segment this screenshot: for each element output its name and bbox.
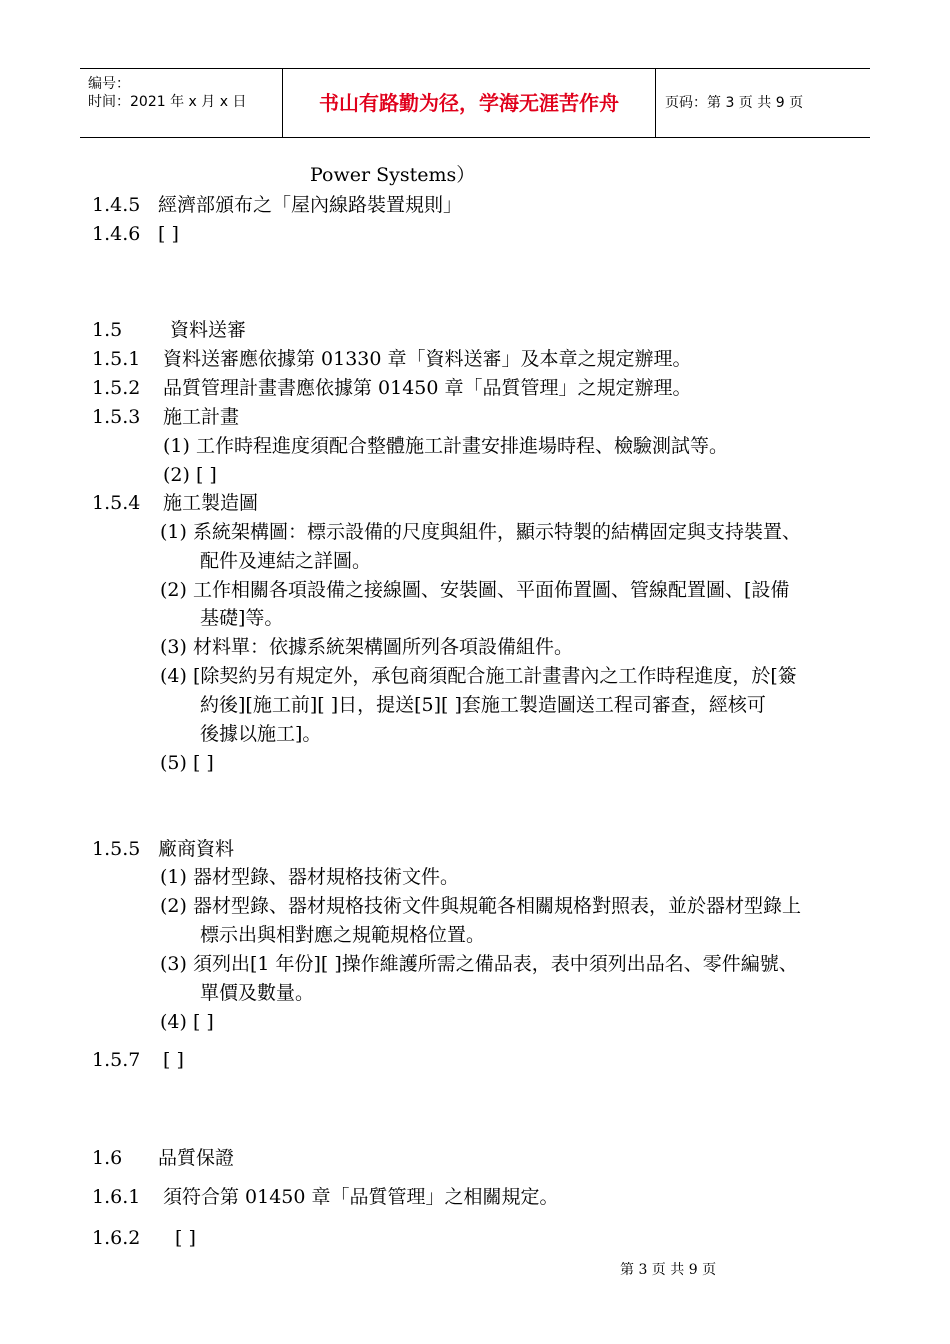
list-item-continued: 後據以施工]。 xyxy=(200,723,322,745)
section-number: 1.5.2 xyxy=(92,377,141,399)
text-line: 經濟部頒布之「屋內線路裝置規則」 xyxy=(158,194,463,216)
list-item: (2) 器材型錄、器材規格技術文件與規範各相關規格對照表，並於器材型錄上 xyxy=(160,895,801,917)
list-item-continued: 基礎]等。 xyxy=(200,607,284,629)
section-number: 1.5.7 xyxy=(92,1049,141,1071)
section-number: 1.4.5 xyxy=(92,194,141,216)
section-number: 1.6.1 xyxy=(92,1186,141,1208)
section-number: 1.4.6 xyxy=(92,223,141,245)
page-header xyxy=(80,68,870,138)
list-item: (2) 工作相關各項設備之接線圖、安裝圖、平面佈置圖、管線配置圖、[設備 xyxy=(160,579,790,601)
list-item-continued: 配件及連結之詳圖。 xyxy=(200,550,372,572)
list-item: (2) [ ] xyxy=(163,464,217,486)
list-item-continued: 約後][施工前][ ]日，提送[5][ ]套施工製造圖送工程司審查，經核可 xyxy=(200,694,766,716)
text-line: 施工製造圖 xyxy=(163,492,259,514)
text-line: Power Systems） xyxy=(310,164,476,186)
text-line: 須符合第 01450 章「品質管理」之相關規定。 xyxy=(163,1186,559,1208)
list-item: (3) 材料單：依據系統架構圖所列各項設備組件。 xyxy=(160,636,573,658)
list-item: (1) 器材型錄、器材規格技術文件。 xyxy=(160,866,459,888)
section-number: 1.5.3 xyxy=(92,406,141,428)
page-footer: 第 3 页 共 9 页 xyxy=(620,1262,717,1278)
text-line: 施工計畫 xyxy=(163,406,240,428)
header-info-cell xyxy=(80,69,283,137)
date-label: 时间：2021 年 x 月 x 日 xyxy=(88,94,247,110)
section-number: 1.5.4 xyxy=(92,492,141,514)
section-number: 1.5.1 xyxy=(92,348,141,370)
text-line: [ ] xyxy=(175,1227,196,1249)
section-number: 1.5.5 xyxy=(92,838,141,860)
list-item: (4) [ ] xyxy=(160,1011,214,1033)
text-line: 資料送審應依據第 01330 章「資料送審」及本章之規定辦理。 xyxy=(163,348,692,370)
list-item: (1) 工作時程進度須配合整體施工計畫安排進場時程、檢驗測試等。 xyxy=(163,435,728,457)
header-motto: 书山有路勤为径，学海无涯苦作舟 xyxy=(283,69,656,137)
list-item-continued: 單價及數量。 xyxy=(200,982,315,1004)
section-heading: 資料送審 xyxy=(170,319,247,341)
section-number: 1.6.2 xyxy=(92,1227,141,1249)
list-item-continued: 標示出與相對應之規範規格位置。 xyxy=(200,924,486,946)
section-heading: 品質保證 xyxy=(158,1147,235,1169)
list-item: (4) [除契約另有規定外，承包商須配合施工計畫書內之工作時程進度，於[簽 xyxy=(160,665,797,687)
text-line: [ ] xyxy=(158,223,179,245)
list-item: (1) 系統架構圖：標示設備的尺度與組件，顯示特製的結構固定與支持裝置、 xyxy=(160,521,801,543)
section-number: 1.5 xyxy=(92,319,123,341)
section-number: 1.6 xyxy=(92,1147,123,1169)
text-line: [ ] xyxy=(163,1049,184,1071)
list-item: (3) 須列出[1 年份][ ]操作維護所需之備品表，表中須列出品名、零件編號、 xyxy=(160,953,798,975)
number-label: 编号： xyxy=(88,76,130,92)
list-item: (5) [ ] xyxy=(160,752,214,774)
text-line: 品質管理計畫書應依據第 01450 章「品質管理」之規定辦理。 xyxy=(163,377,692,399)
text-line: 廠商資料 xyxy=(158,838,235,860)
header-page-label: 页码：第 3 页 共 9 页 xyxy=(665,95,804,111)
